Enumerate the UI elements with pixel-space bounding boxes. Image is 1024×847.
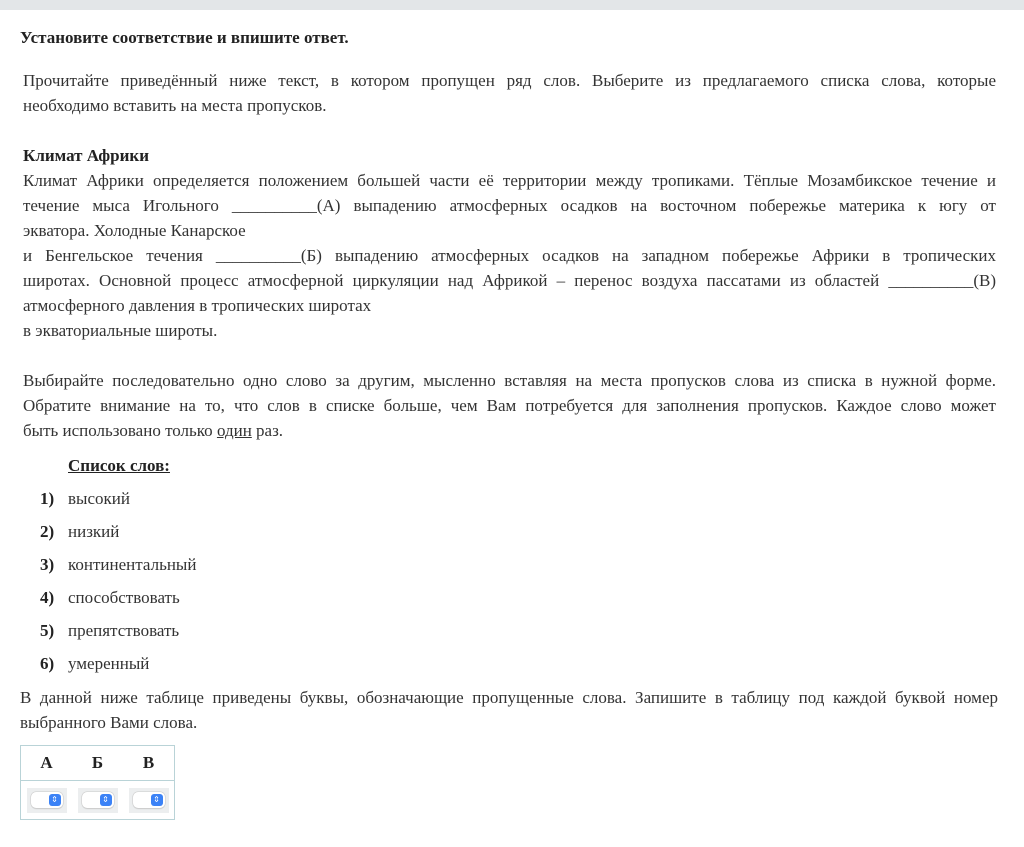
answer-select-a[interactable] xyxy=(27,788,67,813)
word-number: 1) xyxy=(40,489,55,508)
updown-chevron-icon[interactable]: ⇕ xyxy=(49,794,61,806)
word-number: 4) xyxy=(40,588,55,607)
intro-paragraph xyxy=(23,68,996,118)
word-list-item xyxy=(40,521,196,554)
answer-select-b[interactable] xyxy=(78,788,118,813)
answer-table xyxy=(20,745,175,820)
word-list-item xyxy=(40,587,196,620)
task-title: Установите соответствие и впишите ответ. xyxy=(20,28,349,47)
instructions-text: быть использовано только xyxy=(23,421,217,440)
instructions-line xyxy=(23,418,996,443)
word-list-item xyxy=(40,620,196,653)
word-list-item xyxy=(40,488,196,521)
word-number: 3) xyxy=(40,555,55,574)
table-instructions-line: В данной ниже таблице приведены буквы, обозначающие пропущенные слова. Запишите в таблицу под каждой буквой номер xyxy=(20,688,998,707)
text-line: Климат Африки определяется положением большей части её территории между тропиками. Тёплые Мозамбикское течение и xyxy=(23,171,996,190)
text-title: Климат Африки xyxy=(23,146,150,165)
word-list-item xyxy=(40,653,196,686)
wordlist-title: Список слов: xyxy=(68,456,170,475)
word-list-item xyxy=(40,554,196,587)
column-header-c: В xyxy=(123,746,175,781)
updown-chevron-icon[interactable]: ⇕ xyxy=(100,794,112,806)
instructions-line: Обратите внимание на то, что слов в списке больше, чем Вам потребуется для заполнения пропусков. Каждое слово может xyxy=(23,396,996,415)
answer-cell-b xyxy=(72,781,123,820)
text-line-gap-c: широтах. Основной процесс атмосферной циркуляции над Африкой – перенос воздуха пассатами из областей __________(В) xyxy=(23,271,996,290)
text-line: экватора. Холодные Канарское xyxy=(23,221,246,240)
word-text: способствовать xyxy=(68,588,180,607)
intro-line: Прочитайте приведённый ниже текст, в котором пропущен ряд слов. Выберите из предлагаемого списка слова, которые xyxy=(23,71,996,90)
instructions-line: Выбирайте последовательно одно слово за другим, мысленно вставляя на места пропусков слова из списка в нужной форме. xyxy=(23,371,996,390)
text-body xyxy=(23,168,996,343)
emphasis-once: один xyxy=(216,421,252,440)
answer-table-input-row xyxy=(21,781,175,820)
text-line: в экваториальные широты. xyxy=(23,321,218,340)
word-number: 5) xyxy=(40,621,55,640)
word-list xyxy=(40,488,196,686)
word-text: высокий xyxy=(68,489,130,508)
word-text: континентальный xyxy=(68,555,197,574)
text-line-gap-b: и Бенгельское течения __________(Б) выпадению атмосферных осадков на западном побережье Африки в тропических xyxy=(23,246,996,265)
word-number: 6) xyxy=(40,654,55,673)
word-text: препятствовать xyxy=(68,621,180,640)
table-instructions-line: выбранного Вами слова. xyxy=(20,713,198,732)
instructions-text: раз. xyxy=(251,421,284,440)
column-header-a: А xyxy=(21,746,73,781)
answer-select-c[interactable] xyxy=(129,788,169,813)
column-header-b: Б xyxy=(72,746,123,781)
word-text: умеренный xyxy=(68,654,150,673)
word-number: 2) xyxy=(40,522,55,541)
answer-cell-a xyxy=(21,781,73,820)
text-line: атмосферного давления в тропических широтах xyxy=(23,296,372,315)
select-box[interactable] xyxy=(31,792,63,808)
top-bar xyxy=(0,0,1024,10)
intro-line: необходимо вставить на места пропусков. xyxy=(23,96,327,115)
select-box[interactable] xyxy=(82,792,114,808)
answer-table-header-row xyxy=(21,746,175,781)
word-text: низкий xyxy=(68,522,120,541)
answer-cell-c xyxy=(123,781,175,820)
table-instructions xyxy=(20,685,998,735)
updown-chevron-icon[interactable]: ⇕ xyxy=(151,794,163,806)
instructions-paragraph xyxy=(23,368,996,443)
text-line-gap-a: течение мыса Игольного __________(А) выпадению атмосферных осадков на восточном побережье материка к югу от xyxy=(23,196,996,215)
select-box[interactable] xyxy=(133,792,165,808)
